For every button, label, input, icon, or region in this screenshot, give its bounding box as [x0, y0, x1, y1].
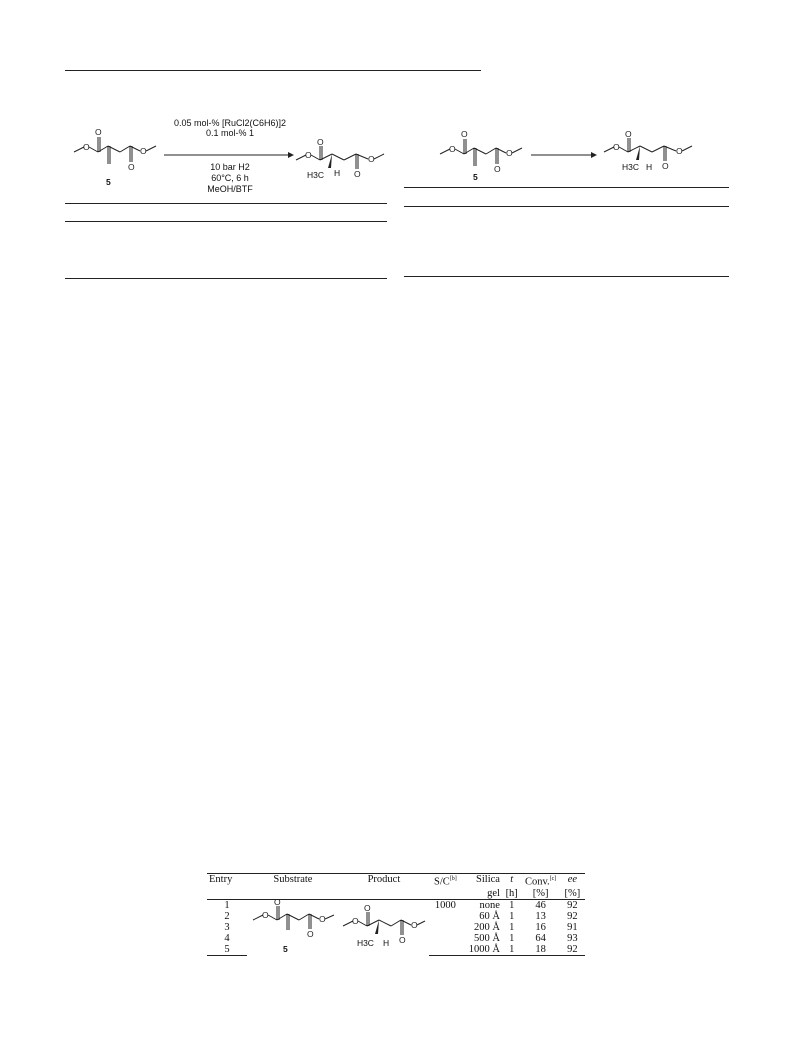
- header-substrate: Substrate: [247, 874, 339, 888]
- cell-entry: 3: [224, 921, 230, 933]
- svg-text:O: O: [662, 161, 669, 171]
- cell-t: 1: [509, 932, 515, 944]
- scheme2-product-h3c: H3C: [622, 162, 640, 172]
- svg-text:O: O: [306, 928, 314, 939]
- sc-footnote: [b]: [449, 876, 457, 882]
- cell-sc: 1000: [434, 899, 456, 911]
- table-product-h: H: [382, 937, 390, 948]
- cell-silica: 200 Å: [473, 921, 500, 933]
- svg-text:O: O: [351, 915, 359, 926]
- cell-silica: none: [479, 899, 500, 911]
- header-ee-unit: [%]: [560, 888, 585, 900]
- svg-text:O: O: [140, 146, 147, 156]
- svg-text:O: O: [506, 148, 513, 158]
- table-substrate-structure: [249, 898, 337, 946]
- svg-text:O: O: [494, 164, 501, 174]
- cell-conv: 18: [521, 944, 559, 956]
- scheme2-product-h: H: [646, 162, 653, 172]
- cell-ee: 92: [567, 899, 578, 911]
- header-product: Product: [339, 874, 429, 888]
- svg-text:O: O: [461, 129, 468, 139]
- cell-product: [339, 899, 429, 955]
- scheme2-rule-2: [404, 206, 729, 207]
- svg-text:O: O: [261, 909, 269, 920]
- cell-ee: 92: [560, 944, 585, 956]
- cell-silica: 1000 Å: [462, 944, 502, 956]
- svg-text:O: O: [83, 142, 90, 152]
- table-substrate-label: 5: [282, 943, 288, 954]
- scheme1-rule-2: [65, 221, 387, 222]
- scheme1-substrate-structure: [70, 124, 165, 179]
- header-ee: ee: [560, 874, 585, 888]
- table-header-row: [207, 874, 585, 888]
- svg-text:O: O: [318, 913, 326, 924]
- svg-text:O: O: [676, 146, 683, 156]
- cell-conv: 16: [535, 921, 546, 933]
- cell-silica: 500 Å: [473, 932, 500, 944]
- cell-conv: 46: [535, 899, 546, 911]
- cell-ee: 91: [567, 921, 578, 933]
- conv-footnote: [c]: [549, 876, 557, 882]
- cell-silica: 60 Å: [479, 910, 500, 922]
- table-product-h3c: H3C: [356, 937, 374, 948]
- svg-text:O: O: [95, 127, 102, 137]
- scheme1-product-h3c: H3C: [307, 170, 325, 180]
- cell-substrate: [247, 899, 339, 955]
- scheme2-rule-3: [404, 276, 729, 277]
- svg-text:O: O: [128, 162, 135, 172]
- cell-t: 1: [509, 910, 515, 922]
- scheme1-condition-4: 60°C, 6 h: [211, 173, 249, 183]
- header-entry: Entry: [207, 874, 247, 888]
- top-rule: [65, 70, 481, 71]
- svg-text:O: O: [613, 142, 620, 152]
- header-t: t: [502, 874, 521, 888]
- scheme2-substrate-structure: [436, 128, 531, 178]
- cell-entry: 4: [224, 932, 230, 944]
- cell-conv: 13: [535, 910, 546, 922]
- svg-text:O: O: [410, 919, 418, 930]
- cell-t: 1: [509, 921, 515, 933]
- header-silica: Silica: [462, 874, 502, 888]
- svg-text:O: O: [305, 150, 312, 160]
- scheme1-substrate-label: 5: [106, 177, 111, 187]
- cell-ee: 92: [567, 910, 578, 922]
- scheme1-product-h: H: [334, 168, 341, 178]
- scheme1-condition-5: MeOH/BTF: [207, 184, 253, 194]
- results-table: [207, 873, 585, 956]
- scheme2-substrate-label: 5: [473, 172, 478, 182]
- svg-text:O: O: [625, 130, 632, 139]
- header-conv: Conv.[c]: [521, 874, 559, 888]
- scheme1-rule-1: [65, 203, 387, 204]
- table-row: [207, 899, 585, 911]
- cell-entry: 1: [224, 899, 230, 911]
- scheme1-condition-3: 10 bar H2: [210, 162, 250, 172]
- svg-text:O: O: [363, 902, 371, 913]
- cell-t: 1: [509, 899, 515, 911]
- svg-text:O: O: [354, 169, 361, 179]
- scheme1-condition-2: 0.1 mol-% 1: [205, 128, 255, 138]
- svg-text:O: O: [273, 897, 281, 907]
- scheme2-reaction-arrow: [531, 150, 597, 160]
- scheme1-reaction-arrow: [164, 150, 294, 160]
- svg-text:O: O: [449, 144, 456, 154]
- header-sc: S/C[b]: [429, 874, 462, 888]
- scheme2-rule-1: [404, 187, 729, 188]
- svg-text:O: O: [368, 154, 375, 164]
- cell-conv: 64: [535, 932, 546, 944]
- header-conv-unit: [%]: [521, 888, 559, 900]
- header-t-unit: [h]: [502, 888, 521, 900]
- svg-text:O: O: [317, 138, 324, 147]
- cell-entry: 2: [224, 910, 230, 922]
- cell-ee: 93: [567, 932, 578, 944]
- cell-t: 1: [502, 944, 521, 956]
- scheme1-condition-1: 0.05 mol-% [RuCl2(C6H6)]2: [173, 118, 287, 128]
- svg-text:O: O: [398, 934, 406, 945]
- scheme1-rule-3: [65, 278, 387, 279]
- header-silica-gel: gel: [462, 888, 502, 900]
- cell-entry: 5: [207, 944, 247, 956]
